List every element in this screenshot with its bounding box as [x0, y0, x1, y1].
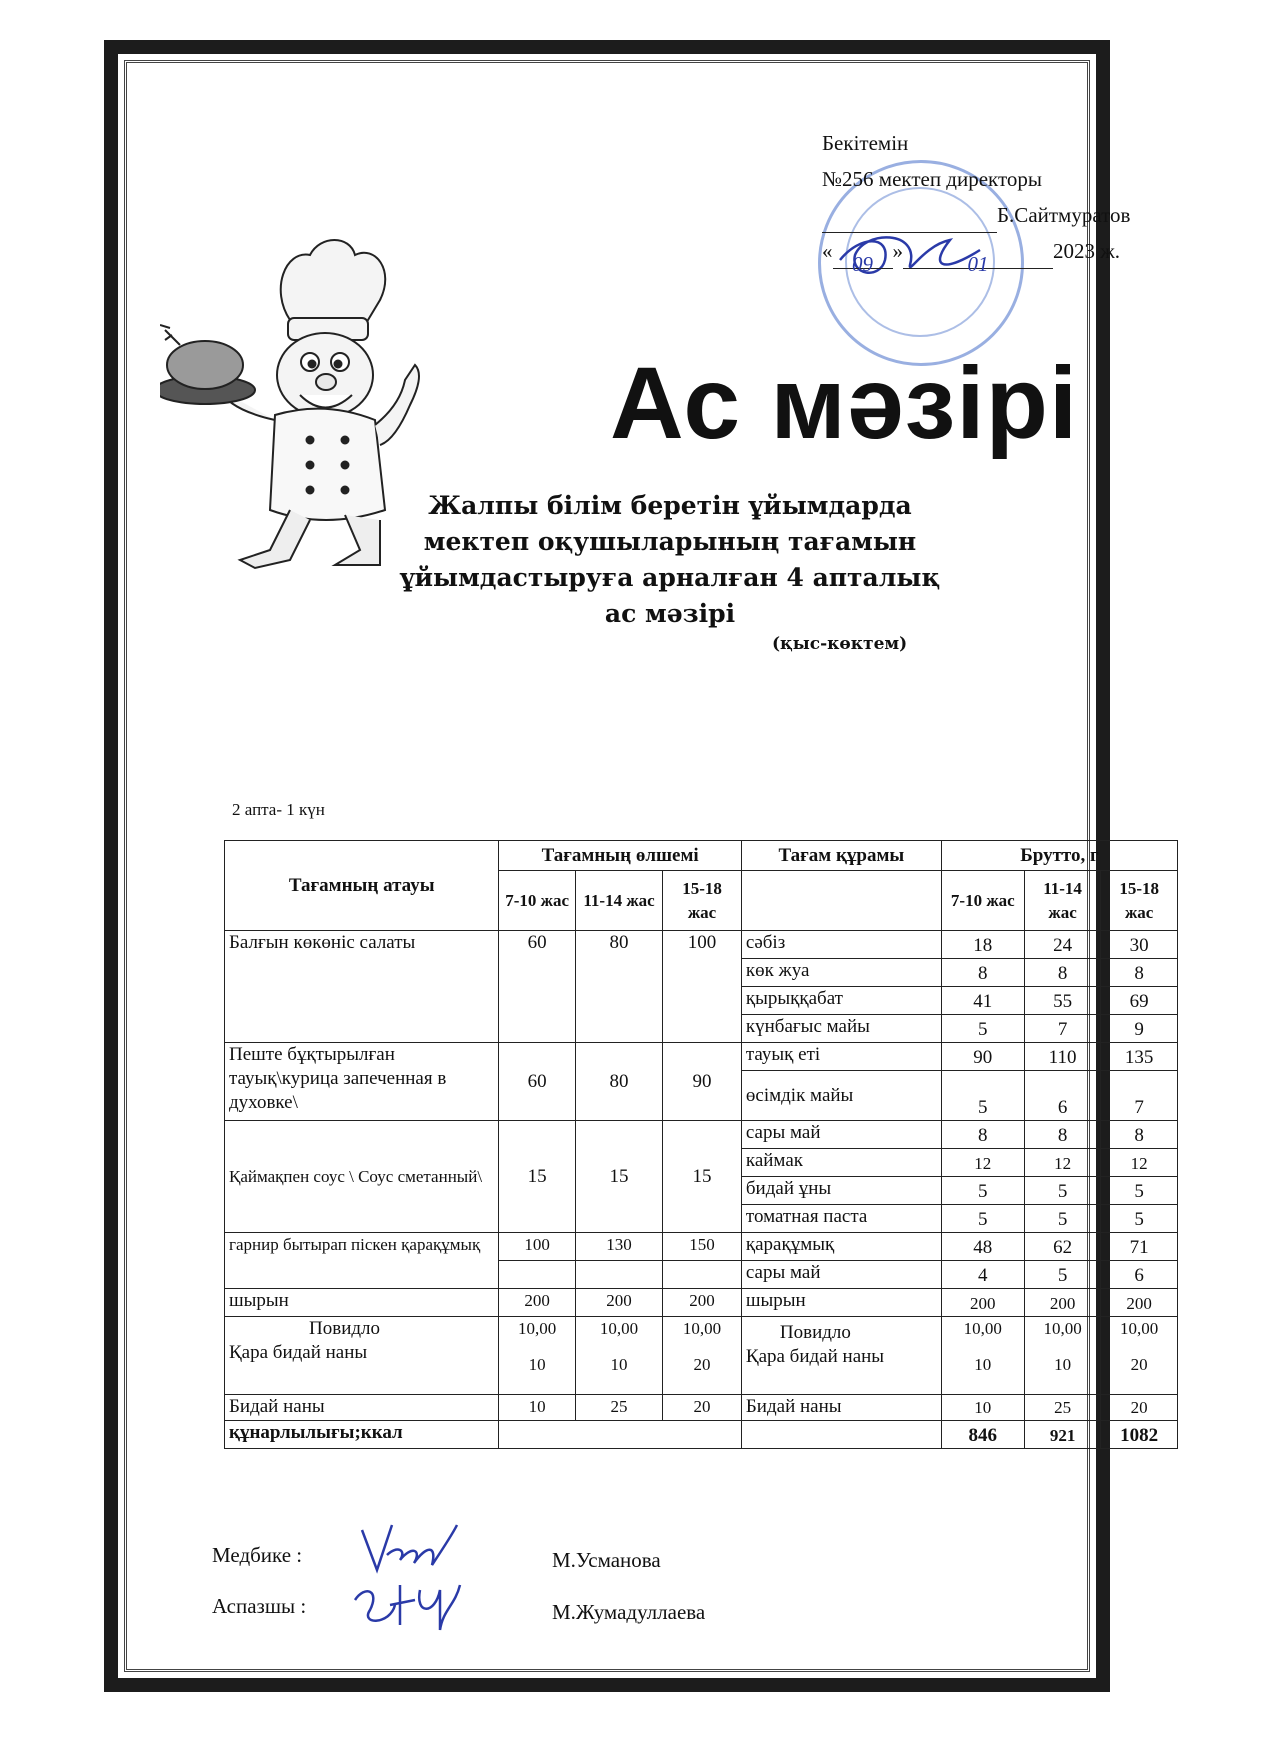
ingredient-brutto: 12: [1024, 1149, 1101, 1177]
table-row: [225, 1395, 1178, 1421]
ingredient-brutto: 200: [1101, 1289, 1178, 1317]
date-month: 01: [903, 246, 1053, 269]
ingredient-name: көк жуа: [741, 959, 941, 987]
dish-size: 80: [575, 931, 662, 1043]
ingredient-brutto: 5: [1024, 1261, 1101, 1289]
dish-size: 130: [575, 1233, 662, 1261]
ingredient-name: шырын: [741, 1289, 941, 1317]
page-subtitle: Жалпы білім беретін ұйымдарда мектеп оқушыларының тағамын ұйымдастыруға арналған 4 апталық ас мәзірі: [399, 491, 941, 628]
dish-size: 100: [499, 1233, 576, 1261]
header-name: Тағамның атауы: [225, 841, 499, 931]
ingredient-brutto: 8: [1101, 1121, 1178, 1149]
page-title: Ас мәзірі: [610, 346, 1079, 460]
ingredient-brutto: 25: [1024, 1395, 1101, 1421]
table-row: [225, 1043, 1178, 1071]
table-row: [225, 931, 1178, 959]
ingredient-brutto: 5: [941, 1071, 1024, 1121]
ingredient-brutto: 135: [1101, 1043, 1178, 1071]
header-brutto-age1: 7-10 жас: [941, 871, 1024, 931]
total-kcal: 846: [941, 1421, 1024, 1449]
header-brutto-age2: 11-14 жас: [1024, 871, 1101, 931]
ingredient-name: қырыққабат: [741, 987, 941, 1015]
approval-block: [822, 125, 1131, 276]
ingredient-brutto: 4: [941, 1261, 1024, 1289]
ingredient-brutto: 5: [1101, 1177, 1178, 1205]
table-row: [225, 1317, 1178, 1395]
season-label: (қыс-көктем): [772, 634, 908, 654]
ingredient-name: тауық еті: [741, 1043, 941, 1071]
ingredient-brutto: 6: [1024, 1071, 1101, 1121]
total-kcal: 921: [1024, 1421, 1101, 1449]
menu-table: [224, 840, 1178, 1449]
approval-line1: Бекітемін: [822, 131, 909, 155]
header-size-age2: 11-14 жас: [575, 871, 662, 931]
ingredient-brutto: 200: [941, 1289, 1024, 1317]
ingredient-brutto: 8: [941, 1121, 1024, 1149]
ingredient-brutto: 55: [1024, 987, 1101, 1015]
header-size-age3: 15-18 жас: [663, 871, 742, 931]
ingredient-brutto: 7: [1101, 1071, 1178, 1121]
header-brutto: Брутто, г: [941, 841, 1177, 871]
dish-size: 100: [663, 931, 742, 1043]
ingredient-brutto: 69: [1101, 987, 1178, 1015]
ingredient-brutto: 41: [941, 987, 1024, 1015]
dish-size: 60: [499, 931, 576, 1043]
date-year: 2023 ж.: [1053, 239, 1121, 263]
dish-size: 200: [575, 1289, 662, 1317]
signature-line: [822, 210, 997, 233]
ingredient-brutto: 5: [941, 1205, 1024, 1233]
header-size: Тағамның өлшемі: [499, 841, 742, 871]
dish-size: 15: [499, 1121, 576, 1233]
ingredient-name: сары май: [741, 1121, 941, 1149]
ingredient-brutto: 20: [1101, 1395, 1178, 1421]
ingredient-brutto: 5: [1101, 1205, 1178, 1233]
dish-name: [225, 1317, 499, 1395]
ingredient-brutto: 8: [1101, 959, 1178, 987]
total-label: құнарлылығы;ккал: [225, 1421, 499, 1449]
dish-size: 10,00 10: [499, 1317, 576, 1395]
table-row: [225, 1121, 1178, 1149]
dish-size: 15: [663, 1121, 742, 1233]
date-day: 09: [833, 246, 893, 269]
dish-name-line2: Қара бидай наны: [229, 1342, 368, 1363]
ingredient-brutto: 7: [1024, 1015, 1101, 1043]
dish-size: 90: [663, 1043, 742, 1121]
ingredient-name: күнбағыс майы: [741, 1015, 941, 1043]
dish-name: Бидай наны: [225, 1395, 499, 1421]
ingredient-name: Бидай наны: [741, 1395, 941, 1421]
date-quote-close: »: [892, 239, 903, 263]
dish-size: 10,00 10: [575, 1317, 662, 1395]
dish-name: гарнир бытырап піскен қарақұмық: [225, 1233, 499, 1289]
dish-name-line1: Повидло: [309, 1318, 381, 1339]
ingredient-brutto: 18: [941, 931, 1024, 959]
cook-signature: [345, 1570, 465, 1640]
ingredient-name: өсімдік майы: [741, 1071, 941, 1121]
table-row: [225, 1233, 1178, 1261]
total-kcal: 1082: [1101, 1421, 1178, 1449]
dish-size: 10: [499, 1395, 576, 1421]
header-size-age1: 7-10 жас: [499, 871, 576, 931]
dish-size: 150: [663, 1233, 742, 1261]
ingredient-brutto: 12: [1101, 1149, 1178, 1177]
dish-name: Балғын көкөніс салаты: [225, 931, 499, 1043]
dish-size: 10,00 20: [663, 1317, 742, 1395]
ingredient-brutto: 30: [1101, 931, 1178, 959]
header-row-1: [225, 841, 1178, 871]
date-quote-open: «: [822, 239, 833, 263]
ingredient-brutto: 10: [941, 1395, 1024, 1421]
ingredient-brutto: 5: [1024, 1177, 1101, 1205]
nurse-name: М.Усманова: [552, 1548, 661, 1572]
ingredient-brutto: 10,00 20: [1101, 1317, 1178, 1395]
ingredient-brutto: 48: [941, 1233, 1024, 1261]
header-composition: Тағам құрамы: [741, 841, 941, 871]
total-row: [225, 1421, 1178, 1449]
ingredient-name: сәбіз: [741, 931, 941, 959]
director-name: Б.Сайтмуратов: [997, 203, 1131, 227]
ingredient-brutto: 71: [1101, 1233, 1178, 1261]
nurse-role: Медбике :: [212, 1543, 303, 1567]
dish-size: 25: [575, 1395, 662, 1421]
ingredient-name: бидай ұны: [741, 1177, 941, 1205]
ingredient-name: томатная паста: [741, 1205, 941, 1233]
ingredient-name: қарақұмық: [741, 1233, 941, 1261]
ingredient-brutto: 12: [941, 1149, 1024, 1177]
dish-name: Пеште бұқтырылған тауық\курица запеченная в духовке\: [225, 1043, 499, 1121]
ingredient-name: сары май: [741, 1261, 941, 1289]
day-label: 2 апта- 1 күн: [232, 800, 325, 819]
ingredient-brutto: 8: [1024, 959, 1101, 987]
ingredient-brutto: 5: [941, 1177, 1024, 1205]
ingredient-name: Повидло Қара бидай наны: [741, 1317, 941, 1395]
ingredient-brutto: 8: [941, 959, 1024, 987]
header-brutto-age3: 15-18 жас: [1101, 871, 1178, 931]
ingredient-brutto: 62: [1024, 1233, 1101, 1261]
ingredient-brutto: 90: [941, 1043, 1024, 1071]
dish-name: Қаймақпен соус \ Соус сметанный\: [225, 1121, 499, 1233]
ingredient-name: каймак: [741, 1149, 941, 1177]
dish-name: шырын: [225, 1289, 499, 1317]
table-row: [225, 1289, 1178, 1317]
dish-size: 20: [663, 1395, 742, 1421]
ingredient-brutto: 6: [1101, 1261, 1178, 1289]
ingredient-brutto: 9: [1101, 1015, 1178, 1043]
ingredient-brutto: 10,00 10: [941, 1317, 1024, 1395]
ingredient-brutto: 5: [1024, 1205, 1101, 1233]
ingredient-brutto: 200: [1024, 1289, 1101, 1317]
cook-name: М.Жумадуллаева: [552, 1600, 706, 1624]
dish-size: 200: [663, 1289, 742, 1317]
dish-size: 80: [575, 1043, 662, 1121]
ingredient-brutto: 5: [941, 1015, 1024, 1043]
ingredient-brutto: 24: [1024, 931, 1101, 959]
cook-role: Аспазшы :: [212, 1594, 307, 1618]
dish-size: 15: [575, 1121, 662, 1233]
ingredient-brutto: 110: [1024, 1043, 1101, 1071]
dish-size: 60: [499, 1043, 576, 1121]
ingredient-brutto: 10,00 10: [1024, 1317, 1101, 1395]
ingredient-brutto: 8: [1024, 1121, 1101, 1149]
approval-line2: №256 мектеп директоры: [822, 167, 1042, 191]
dish-size: 200: [499, 1289, 576, 1317]
